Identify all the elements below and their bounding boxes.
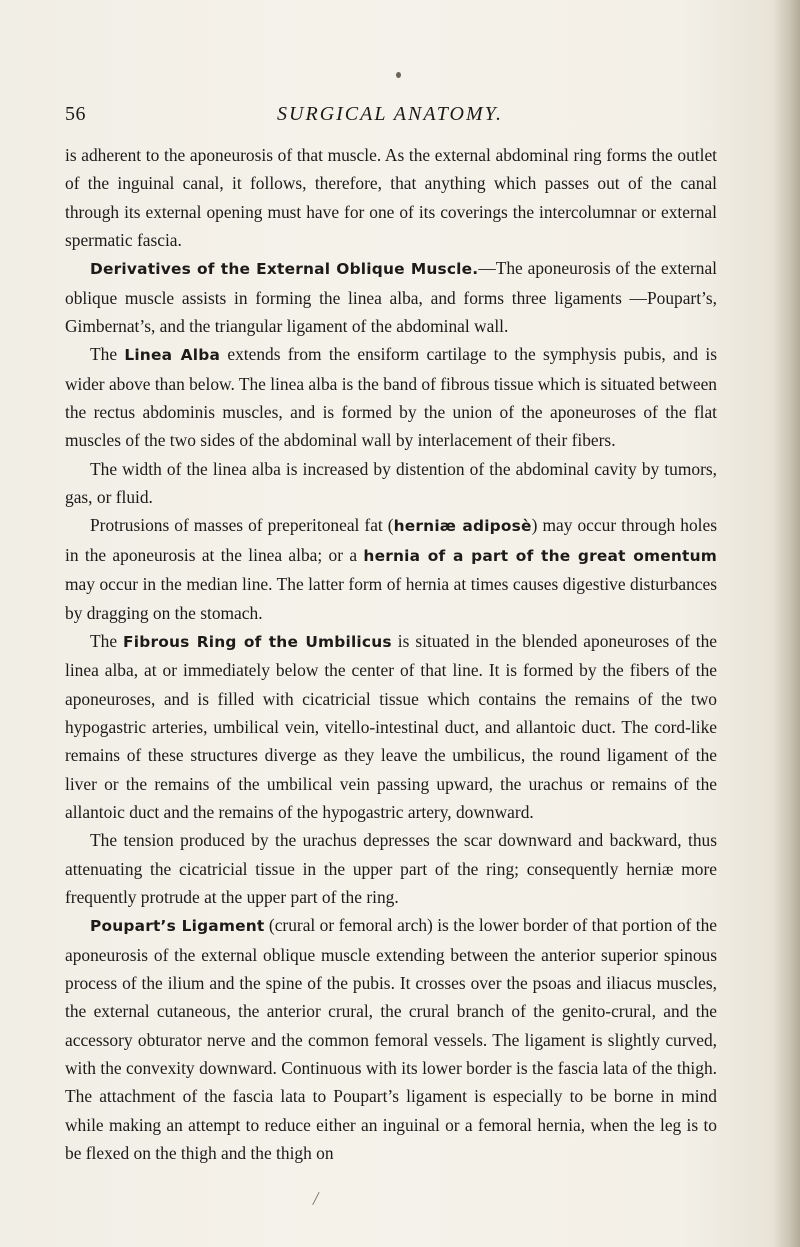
paragraph <box>65 254 717 340</box>
body-text <box>65 141 717 1167</box>
text-run: The <box>90 630 124 651</box>
text-run: ) may occur through holes in the aponeurosis at the linea alba; or a <box>65 515 717 565</box>
text-run: —The aponeurosis of the external oblique muscle assists in forming the linea alba, and forms three ligaments —Poupart’s, Gimbernat’s, and the triangular ligament of the abdominal wall. <box>65 258 717 337</box>
text-run: The width of the linea alba is increased by distention of the abdominal cavity by tumors, gas, or fluid. <box>65 458 717 508</box>
paragraph <box>65 141 717 254</box>
paragraph <box>65 911 717 1167</box>
paragraph <box>65 511 717 626</box>
text-run: (crural or femoral arch) is the lower border of that portion of the aponeurosis of the external oblique muscle extending between the anterior superior spinous process of the ilium and the spine of the pubis. It crosses over the psoas and iliacus muscles, the external cutaneous, the anterior crural, the crural branch of the genito-crural, and the accessory obturator nerve and the common femoral vessels. The ligament is slightly curved, with the convexity downward. Continuous with its lower border is the fascia lata of the thigh. The attachment of the fascia lata to Poupart’s ligament is especially to be borne in mind while making an attempt to reduce either an inguinal or a femoral hernia, when the leg is to be flexed on the thigh and the thigh on <box>65 915 717 1164</box>
paragraph <box>65 455 717 512</box>
page-edge-shadow <box>774 0 800 1247</box>
page-number: 56 <box>65 103 86 125</box>
bold-term: Poupart’s Ligament <box>90 917 265 936</box>
paragraph <box>65 826 717 911</box>
text-run: The tension produced by the urachus depresses the scar downward and backward, thus attenuating the cicatricial tissue in the upper part of the ring; consequently herniæ more frequently protrude at the upper part of the ring. <box>65 830 717 907</box>
ink-speck <box>396 72 401 78</box>
text-run: is situated in the blended aponeuroses of the linea alba, at or immediately below the center of that line. It is formed by the fibers of the aponeuroses, and is filled with cicatricial tissue which contains the remains of the two hypogastric arteries, umbilical vein, vitello-intestinal duct, and allantoic duct. The cord-like remains of these structures diverge as they leave the umbilicus, the round ligament of the liver or the remains of the umbilical vein passing upward, the urachus or remains of the allantoic duct and the remains of the hypogastric artery, downward. <box>65 630 717 822</box>
text-run: Protrusions of masses of preperitoneal fat ( <box>90 515 394 536</box>
text-run: extends from the ensiform cartilage to the symphysis pubis, and is wider above than below. The linea alba is the band of fibrous tissue which is situated between the rectus abdominis muscles, and is formed by the union of the aponeuroses of the flat muscles of the two sides of the abdominal wall by interlacement of their fibers. <box>65 344 717 451</box>
text-run: The <box>90 344 125 365</box>
paragraph <box>65 627 717 826</box>
text-run: may occur in the median line. The latter form of hernia at times causes digestive disturbances by dragging on the stomach. <box>65 574 717 623</box>
bold-term: Derivatives of the External Oblique Muscle. <box>90 260 479 279</box>
page-header <box>65 103 715 131</box>
text-run: is adherent to the aponeurosis of that muscle. As the external abdominal ring forms the outlet of the inguinal canal, it follows, therefore, that anything which passes out of the canal through its external opening must have for one of its coverings the intercolumnar or external spermatic fascia. <box>65 145 717 251</box>
bold-term: Linea Alba <box>124 346 221 365</box>
running-head: SURGICAL ANATOMY. <box>277 103 503 125</box>
paragraph <box>65 340 717 454</box>
pencil-mark: / <box>311 1187 321 1211</box>
bold-term: hernia of a part of the great omentum <box>363 546 717 565</box>
bold-term: Fibrous Ring of the Umbilicus <box>123 632 392 651</box>
bold-term: herniæ adiposè <box>393 517 532 536</box>
